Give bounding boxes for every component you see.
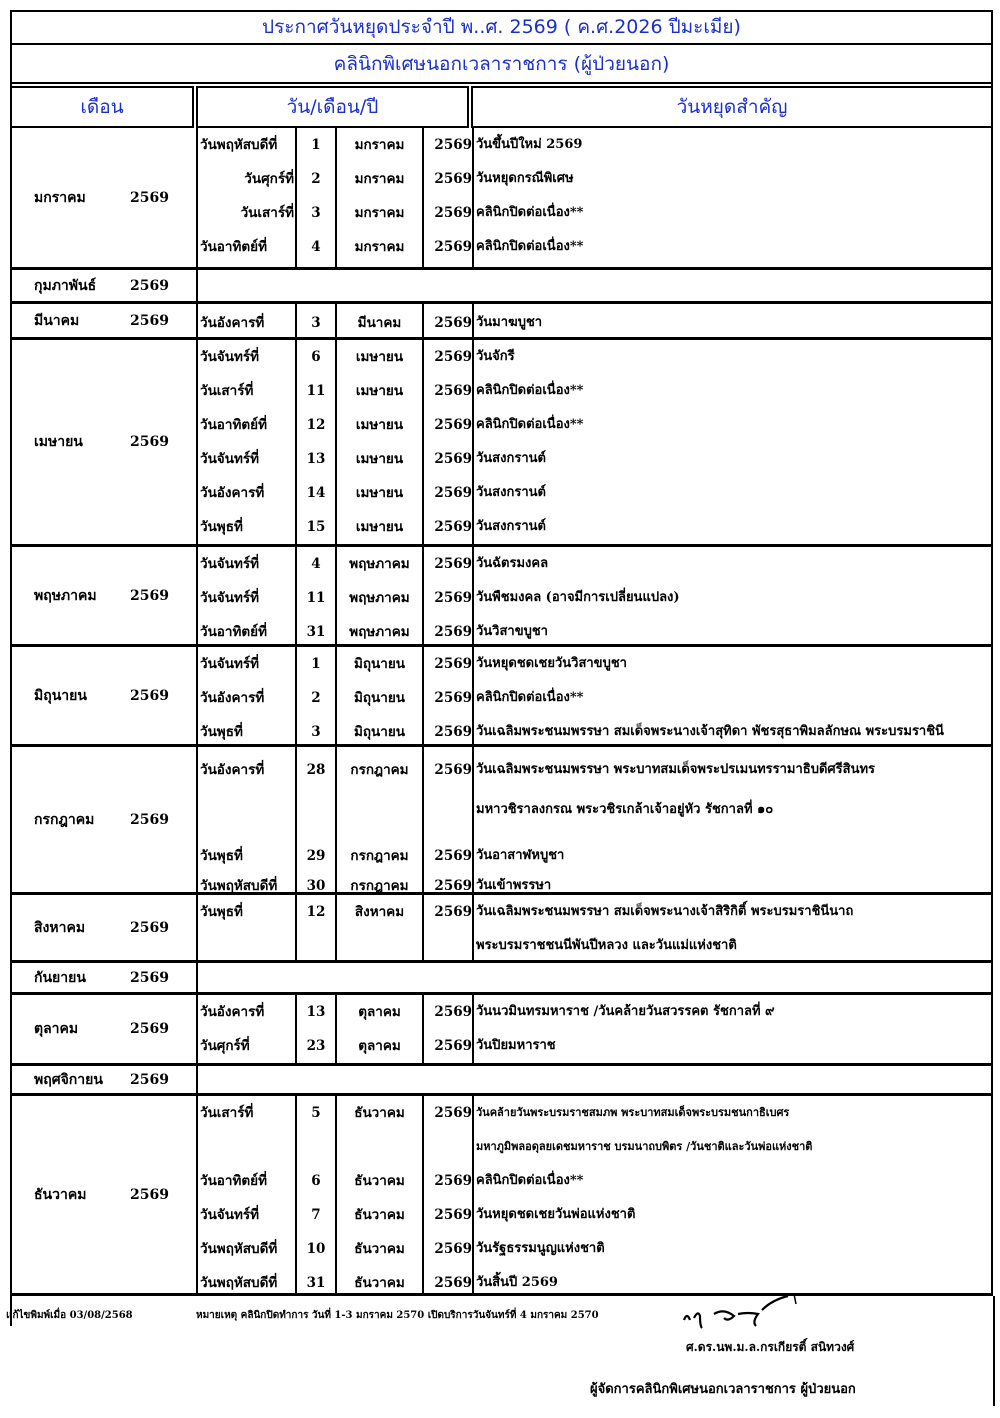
month-cell-text: มกราคม (354, 137, 405, 153)
month-year: 2569 (130, 687, 169, 704)
month-cell-text: เมษายน (355, 485, 404, 501)
month-cell (12, 128, 198, 267)
holiday-name: วันเฉลิมพระชนมพรรษา สมเด็จพระนางเจ้าสิริกิติ์ พระบรมราชินีนาถ (476, 904, 854, 919)
month-cell (12, 304, 198, 337)
month-year: 2569 (130, 277, 169, 294)
column-divider (472, 1096, 474, 1293)
column-header-holiday-label: วันหยุดสำคัญ (676, 96, 788, 118)
month-name: ตุลาคม (34, 1021, 79, 1037)
month-row (10, 304, 993, 340)
month-row (10, 1096, 993, 1296)
holiday-name: วันหยุดชดเชยวันพ่อแห่งชาติ (476, 1207, 636, 1222)
month-cell-text: ธันวาคม (354, 1105, 405, 1121)
holiday-name: วันเฉลิมพระชนมพรรษา พระบาทสมเด็จพระปรเมนทรรามาธิบดีศรีสินทร (476, 762, 876, 777)
month-name: พฤษภาคม (34, 587, 97, 604)
holiday-name: วันปิยมหาราช (476, 1038, 556, 1053)
page-subtitle (10, 45, 993, 84)
month-cell-text: มิถุนายน (353, 656, 406, 672)
month-cell (12, 647, 198, 744)
day-number-cell: 11 (306, 590, 326, 606)
signer-name: ศ.ดร.นพ.ม.ล.กรเกียรติ์ สนิทวงศ์ (686, 1340, 855, 1354)
holiday-name: วันจักรี (476, 349, 515, 364)
month-year: 2569 (130, 969, 169, 986)
month-row (10, 1066, 993, 1096)
day-number-cell: 14 (306, 485, 326, 501)
month-name: มิถุนายน (34, 687, 87, 704)
year-cell: 2569 (434, 519, 472, 535)
weekday-cell: วันอังคารที่ (200, 315, 265, 331)
month-year: 2569 (130, 1186, 169, 1203)
year-cell: 2569 (434, 349, 472, 365)
year-cell: 2569 (434, 315, 472, 331)
holiday-name: คลินิกปิดต่อเนื่อง** (476, 205, 584, 220)
month-cell-text: เมษายน (355, 451, 404, 467)
holiday-name: วันเฉลิมพระชนมพรรษา สมเด็จพระนางเจ้าสุทิดา พัชรสุธาพิมลลักษณ พระบรมราชินี (476, 724, 944, 739)
month-cell-text: พฤษภาคม (349, 590, 410, 606)
holiday-name: คลินิกปิดต่อเนื่อง** (476, 383, 584, 398)
weekday-cell: วันอังคารที่ (200, 485, 265, 501)
month-cell-text: กรกฎาคม (350, 762, 409, 778)
month-cell-text: ตุลาคม (358, 1038, 401, 1054)
holiday-name: วันคล้ายวันพระบรมราชสมภพ พระบาทสมเด็จพระบรมชนกาธิเบศร (476, 1106, 790, 1119)
holiday-name: วันเข้าพรรษา (476, 878, 552, 893)
holiday-name-continued: มหาภูมิพลอดุลยเดชมหาราช บรมนาถบพิตร /วันชาติและวันพ่อแห่งชาติ (476, 1140, 813, 1153)
month-year: 2569 (130, 587, 169, 604)
month-cell-text: เมษายน (355, 349, 404, 365)
day-number-cell: 7 (311, 1207, 321, 1223)
day-number-cell: 1 (311, 656, 321, 672)
month-cell-text: มิถุนายน (353, 690, 406, 706)
year-cell: 2569 (434, 762, 472, 778)
weekday-cell: วันจันทร์ที่ (200, 590, 259, 606)
revised-date: แก้ไขพิมพ์เมื่อ 03/08/2568 (6, 1310, 133, 1321)
year-cell: 2569 (434, 239, 472, 255)
holiday-name: วันนวมินทรมหาราช /วันคล้ายวันสวรรคต รัชกาลที่ ๙ (476, 1004, 775, 1019)
month-row (10, 128, 993, 270)
month-name: กันยายน (34, 969, 86, 986)
year-cell: 2569 (434, 1207, 472, 1223)
weekday-cell: วันพฤหัสบดีที่ (200, 1241, 278, 1257)
day-number-cell: 29 (306, 848, 326, 864)
holiday-name: วันหยุดกรณีพิเศษ (476, 171, 574, 186)
day-number-cell: 31 (306, 1275, 326, 1291)
holiday-name: คลินิกปิดต่อเนื่อง** (476, 1173, 584, 1188)
weekday-cell: วันจันทร์ที่ (200, 451, 259, 467)
holiday-name: วันมาฆบูชา (476, 315, 543, 330)
signer-title: ผู้จัดการคลินิกพิเศษนอกเวลาราชการ ผู้ป่วยนอก (590, 1382, 856, 1397)
month-name: กรกฎาคม (34, 811, 95, 828)
year-cell: 2569 (434, 878, 472, 894)
holiday-name: วันสงกรานต์ (476, 485, 546, 500)
day-number-cell: 15 (306, 519, 326, 535)
holiday-name: วันหยุดชดเชยวันวิสาขบูชา (476, 656, 627, 671)
weekday-cell: วันจันทร์ที่ (200, 1207, 259, 1223)
month-cell-text: พฤษภาคม (349, 556, 410, 572)
day-number-cell: 3 (311, 315, 321, 331)
day-number-cell: 2 (311, 171, 321, 187)
month-cell (12, 995, 198, 1063)
month-year: 2569 (130, 1021, 169, 1037)
year-cell: 2569 (434, 556, 472, 572)
year-cell: 2569 (434, 205, 472, 221)
year-cell: 2569 (434, 1241, 472, 1257)
month-year: 2569 (130, 312, 169, 329)
month-cell-text: มีนาคม (357, 315, 402, 331)
weekday-cell: วันพุธที่ (200, 724, 243, 740)
day-number-cell: 13 (306, 451, 326, 467)
year-cell: 2569 (434, 451, 472, 467)
month-cell-text: มกราคม (354, 239, 405, 255)
weekday-cell: วันเสาร์ที่ (200, 1105, 254, 1121)
month-name: กุมภาพันธ์ (34, 277, 97, 294)
weekday-cell: วันจันทร์ที่ (200, 349, 259, 365)
column-header-month (10, 86, 194, 128)
holiday-name: คลินิกปิดต่อเนื่อง** (476, 690, 584, 705)
month-row (10, 647, 993, 747)
day-number-cell: 1 (311, 137, 321, 153)
year-cell: 2569 (434, 656, 472, 672)
year-cell: 2569 (434, 1038, 472, 1054)
day-number-cell: 28 (306, 762, 326, 778)
holiday-name: วันสงกรานต์ (476, 451, 546, 466)
column-divider (472, 128, 474, 267)
column-header-date-label: วัน/เดือน/ปี (286, 96, 379, 118)
month-cell-text: ตุลาคม (358, 1004, 401, 1020)
year-cell: 2569 (434, 485, 472, 501)
weekday-cell: วันพุธที่ (200, 904, 243, 920)
day-number-cell: 10 (306, 1241, 326, 1257)
month-name: มีนาคม (34, 312, 80, 329)
month-cell (12, 270, 198, 301)
weekday-cell: วันอาทิตย์ที่ (200, 1173, 267, 1189)
column-header-holiday (471, 86, 993, 128)
month-row (10, 995, 993, 1066)
weekday-cell: วันศุกร์ที่ (200, 1038, 250, 1054)
day-number-cell: 4 (311, 239, 321, 255)
weekday-cell: วันอังคารที่ (200, 690, 265, 706)
holiday-name: วันอาสาฬหบูชา (476, 848, 565, 863)
month-cell-text: กรกฎาคม (350, 848, 409, 864)
month-cell (12, 1066, 198, 1093)
month-cell (12, 1096, 198, 1293)
weekday-cell: วันจันทร์ที่ (200, 656, 259, 672)
column-divider (472, 340, 474, 544)
weekday-cell: วันเสาร์ที่ (240, 205, 294, 221)
month-cell-text: กรกฎาคม (350, 878, 409, 894)
month-cell-text: สิงหาคม (354, 904, 405, 920)
weekday-cell: วันศุกร์ที่ (244, 171, 294, 187)
holiday-name: วันพืชมงคล (อาจมีการเปลี่ยนแปลง) (476, 590, 680, 605)
month-cell-text: ธันวาคม (354, 1207, 405, 1223)
weekday-cell: วันพฤหัสบดีที่ (200, 878, 278, 894)
column-divider (472, 304, 474, 337)
month-cell-text: มกราคม (354, 171, 405, 187)
page-title (10, 10, 993, 45)
year-cell: 2569 (434, 590, 472, 606)
month-name: สิงหาคม (34, 919, 86, 936)
month-cell-text: ธันวาคม (354, 1173, 405, 1189)
weekday-cell: วันพุธที่ (200, 848, 243, 864)
column-divider (472, 547, 474, 644)
holiday-name: วันวิสาขบูชา (476, 624, 548, 639)
day-number-cell: 6 (311, 349, 321, 365)
year-cell: 2569 (434, 1105, 472, 1121)
column-divider (472, 995, 474, 1063)
weekday-cell: วันอาทิตย์ที่ (200, 624, 267, 640)
day-number-cell: 11 (306, 383, 326, 399)
month-cell-text: เมษายน (355, 383, 404, 399)
month-year: 2569 (130, 434, 169, 450)
year-cell: 2569 (434, 690, 472, 706)
day-number-cell: 5 (311, 1105, 321, 1121)
day-number-cell: 12 (306, 417, 326, 433)
holiday-name-continued: มหาวชิราลงกรณ พระวชิรเกล้าเจ้าอยู่หัว รัชกาลที่ ๑๐ (476, 802, 774, 817)
holiday-name: วันขึ้นปีใหม่ 2569 (476, 137, 583, 152)
weekday-cell: วันอังคารที่ (200, 762, 265, 778)
column-divider (472, 895, 474, 960)
weekday-cell: วันจันทร์ที่ (200, 556, 259, 572)
holiday-name: คลินิกปิดต่อเนื่อง** (476, 417, 584, 432)
year-cell: 2569 (434, 1004, 472, 1020)
month-row (10, 340, 993, 547)
year-cell: 2569 (434, 383, 472, 399)
day-number-cell: 3 (311, 724, 321, 740)
weekday-cell: วันเสาร์ที่ (200, 383, 254, 399)
month-cell (12, 963, 198, 992)
month-cell-text: เมษายน (355, 519, 404, 535)
footer-note: หมายเหตุ คลินิกปิดทำการ วันที่ 1-3 มกราคม 2570 เปิดบริการวันจันทร์ที่ 4 มกราคม 2570 (196, 1310, 599, 1321)
month-row (10, 547, 993, 647)
day-number-cell: 23 (306, 1038, 326, 1054)
month-row (10, 963, 993, 995)
holiday-name-continued: พระบรมราชชนนีพันปีหลวง และวันแม่แห่งชาติ (476, 938, 737, 953)
month-year: 2569 (130, 189, 169, 206)
month-name: พฤศจิกายน (34, 1071, 103, 1088)
holiday-name: วันสงกรานต์ (476, 519, 546, 534)
column-divider (472, 647, 474, 744)
weekday-cell: วันอาทิตย์ที่ (200, 417, 267, 433)
month-cell (12, 895, 198, 960)
year-cell: 2569 (434, 417, 472, 433)
day-number-cell: 4 (311, 556, 321, 572)
day-number-cell: 31 (306, 624, 326, 640)
month-cell-text: เมษายน (355, 417, 404, 433)
holiday-name: วันฉัตรมงคล (476, 556, 549, 571)
month-cell (12, 340, 198, 544)
month-cell-text: ธันวาคม (354, 1275, 405, 1291)
year-cell: 2569 (434, 904, 472, 920)
month-row (10, 895, 993, 963)
day-number-cell: 6 (311, 1173, 321, 1189)
month-year: 2569 (130, 811, 169, 828)
day-number-cell: 12 (306, 904, 326, 920)
weekday-cell: วันพฤหัสบดีที่ (200, 1275, 278, 1291)
holiday-name: คลินิกปิดต่อเนื่อง** (476, 239, 584, 254)
day-number-cell: 30 (306, 878, 326, 894)
month-year: 2569 (130, 919, 169, 936)
month-name: ธันวาคม (34, 1186, 87, 1203)
month-cell (12, 747, 198, 892)
year-cell: 2569 (434, 624, 472, 640)
day-number-cell: 13 (306, 1004, 326, 1020)
year-cell: 2569 (434, 171, 472, 187)
weekday-cell: วันอาทิตย์ที่ (200, 239, 267, 255)
month-name: มกราคม (34, 189, 86, 206)
column-divider (472, 747, 474, 892)
weekday-cell: วันพฤหัสบดีที่ (200, 137, 278, 153)
title-text: ประกาศวันหยุดประจำปี พ..ศ. 2569 ( ค.ศ.2026 ปีมะเมีย) (262, 15, 741, 38)
month-cell-text: มิถุนายน (353, 724, 406, 740)
month-row (10, 747, 993, 895)
holiday-name: วันรัฐธรรมนูญแห่งชาติ (476, 1241, 605, 1256)
signature-icon (680, 1292, 810, 1332)
year-cell: 2569 (434, 724, 472, 740)
month-cell-text: มกราคม (354, 205, 405, 221)
day-number-cell: 2 (311, 690, 321, 706)
weekday-cell: วันพุธที่ (200, 519, 243, 535)
left-border (10, 1296, 12, 1326)
year-cell: 2569 (434, 1275, 472, 1291)
right-border (993, 1296, 995, 1406)
month-cell-text: พฤษภาคม (349, 624, 410, 640)
month-name: เมษายน (34, 434, 83, 450)
month-row (10, 270, 993, 304)
column-header-month-label: เดือน (80, 96, 124, 118)
year-cell: 2569 (434, 848, 472, 864)
month-cell (12, 547, 198, 644)
weekday-cell: วันอังคารที่ (200, 1004, 265, 1020)
holiday-name: วันสิ้นปี 2569 (476, 1275, 558, 1290)
month-cell-text: ธันวาคม (354, 1241, 405, 1257)
day-number-cell: 3 (311, 205, 321, 221)
column-header-date (196, 86, 469, 128)
year-cell: 2569 (434, 137, 472, 153)
year-cell: 2569 (434, 1173, 472, 1189)
month-year: 2569 (130, 1071, 169, 1088)
subtitle-text: คลินิกพิเศษนอกเวลาราชการ (ผู้ป่วยนอก) (333, 52, 670, 75)
